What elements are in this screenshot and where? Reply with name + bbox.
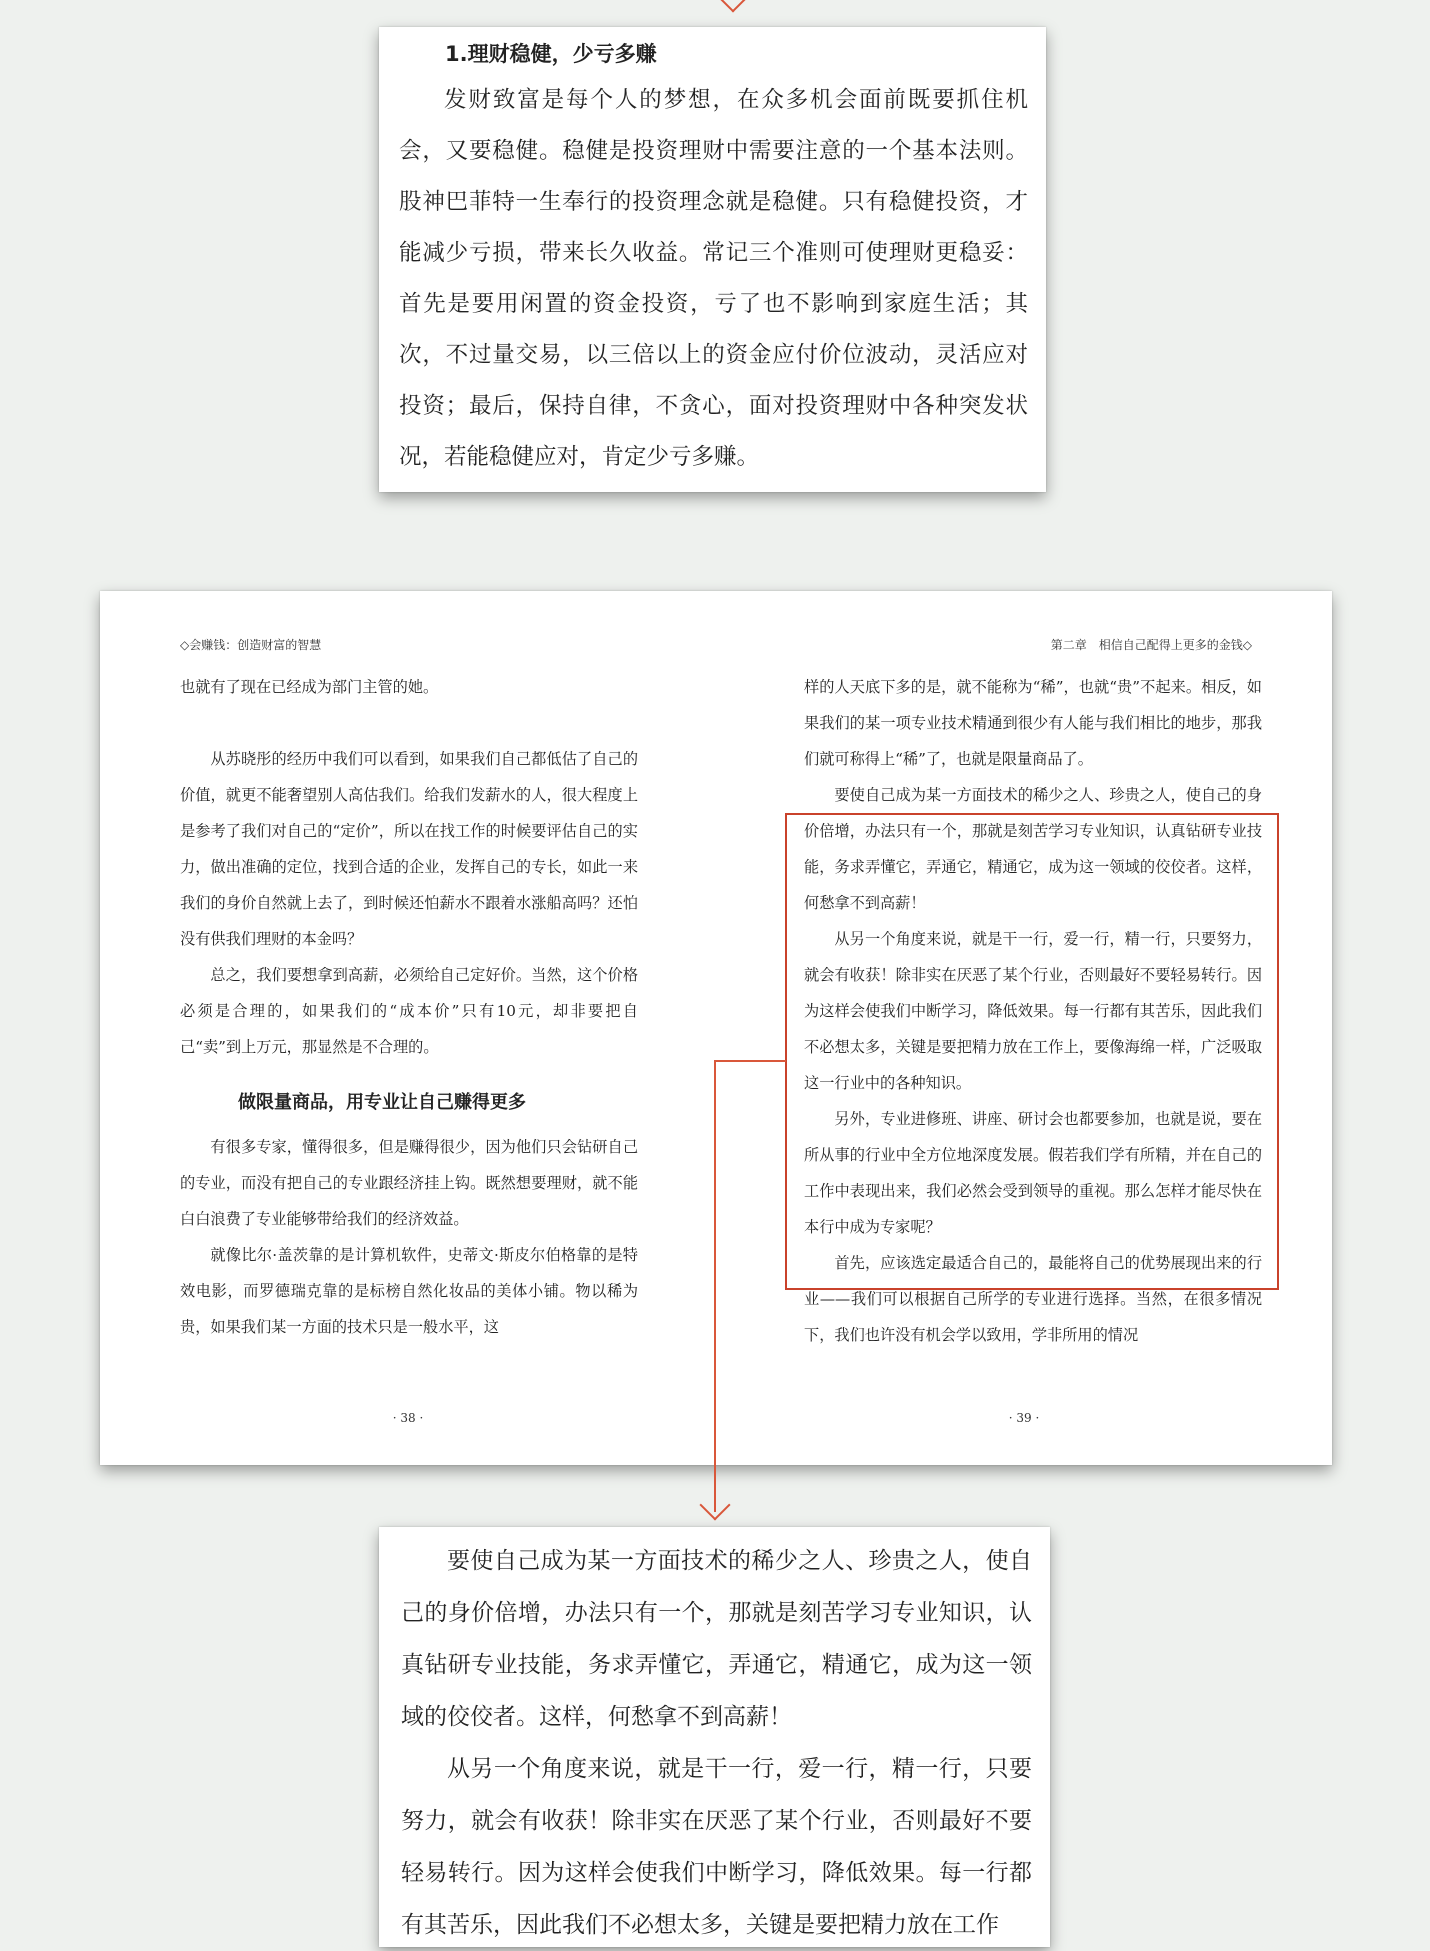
left-paragraph-1: 也就有了现在已经成为部门主管的她。 <box>180 678 439 696</box>
left-page <box>100 591 716 1465</box>
left-paragraph-4: 有很多专家，懂得很多，但是赚得很少，因为他们只会钻研自己的专业，而没有把自己的专业跟经济挂上钩。既然想要理财，就不能白白浪费了专业能够带给我们的经济效益。 <box>180 1138 638 1228</box>
top-excerpt-paragraph: 发财致富是每个人的梦想，在众多机会面前既要抓住机会，又要稳健。稳健是投资理财中需要注意的一个基本法则。股神巴菲特一生奉行的投资理念就是稳健。只有稳健投资，才能减少亏损，带来长久收益。常记三个准则可使理财更稳妥：首先是要用闲置的资金投资，亏了也不影响到家庭生活；其次，不过量交易，以三倍以上的资金应付价位波动，灵活应对投资；最后，保持自律，不贪心，面对投资理财中各种突发状况，若能稳健应对，肯定少亏多赚。 <box>399 87 1028 470</box>
left-page-number: · 38 · <box>392 1411 424 1425</box>
left-page-body <box>180 669 638 1345</box>
bottom-excerpt-paragraph-2: 从另一个角度来说，就是干一行，爱一行，精一行，只要努力，就会有收获！除非实在厌恶了某个行业，否则最好不要轻易转行。因为这样会使我们中断学习，降低效果。每一行都有其苦乐，因此我们不必想太多，关键是要把精力放在工作 <box>401 1756 1032 1938</box>
left-paragraph-2: 从苏晓彤的经历中我们可以看到，如果我们自己都低估了自己的价值，就更不能奢望别人高估我们。给我们发薪水的人，很大程度上是参考了我们对自己的“定价”，所以在找工作的时候要评估自己的实力，做出准确的定位，找到合适的企业，发挥自己的专长，如此一来我们的身价自然就上去了，到时候还怕薪水不跟着水涨船高吗？还怕没有供我们理财的本金吗？ <box>180 750 638 948</box>
right-page-number: · 39 · <box>1008 1411 1040 1425</box>
top-excerpt-heading: 1.理财稳健，少亏多赚 <box>445 42 657 66</box>
right-paragraph-5: 首先，应该选定最适合自己的，最能将自己的优势展现出来的行业——我们可以根据自己所学的专业进行选择。当然，在很多情况下，我们也许没有机会学以致用，学非所用的情况 <box>804 1254 1262 1344</box>
connector-vertical <box>714 1060 716 1512</box>
top-arrow-icon <box>717 0 748 13</box>
highlight-box <box>785 813 1279 1290</box>
bottom-excerpt-card <box>379 1527 1050 1947</box>
bottom-excerpt-paragraph-1: 要使自己成为某一方面技术的稀少之人、珍贵之人，使自己的身价倍增，办法只有一个，那就是刻苦学习专业知识，认真钻研专业技能，务求弄懂它，弄通它，精通它，成为这一领域的佼佼者。这样，何愁拿不到高薪！ <box>401 1548 1032 1730</box>
bottom-arrow-icon <box>699 1489 730 1520</box>
right-paragraph-3: 从另一个角度来说，就是干一行，爱一行，精一行，只要努力，就会有收获！除非实在厌恶了某个行业，否则最好不要轻易转行。因为这样会使我们中断学习，降低效果。每一行都有其苦乐，因此我们不必想太多，关键是要把精力放在工作上，要像海绵一样，广泛吸取这一行业中的各种知识。 <box>804 930 1262 1092</box>
left-paragraph-5: 就像比尔·盖茨靠的是计算机软件，史蒂文·斯皮尔伯格靠的是特效电影，而罗德瑞克靠的是标榜自然化妆品的美体小铺。物以稀为贵，如果我们某一方面的技术只是一般水平，这 <box>180 1246 638 1336</box>
book-spread <box>100 591 1332 1465</box>
connector-horizontal <box>714 1060 786 1062</box>
section-title: 做限量商品，用专业让自己赚得更多 <box>238 1092 526 1113</box>
right-paragraph-4: 另外，专业进修班、讲座、研讨会也都要参加，也就是说，要在所从事的行业中全方位地深度发展。假若我们学有所精，并在自己的工作中表现出来，我们必然会受到领导的重视。那么怎样才能尽快在本行中成为专家呢？ <box>804 1110 1262 1236</box>
right-running-head: 第二章 相信自己配得上更多的金钱◇ <box>1050 638 1252 652</box>
right-paragraph-1: 样的人天底下多的是，就不能称为“稀”，也就“贵”不起来。相反，如果我们的某一项专业技术精通到很少有人能与我们相比的地步，那我们就可称得上“稀”了，也就是限量商品了。 <box>804 678 1262 768</box>
right-paragraph-2: 要使自己成为某一方面技术的稀少之人、珍贵之人，使自己的身价倍增，办法只有一个，那就是刻苦学习专业知识，认真钻研专业技能，务求弄懂它，弄通它，精通它，成为这一领域的佼佼者。这样，何愁拿不到高薪！ <box>804 786 1262 912</box>
top-excerpt-card <box>379 27 1046 492</box>
left-running-head: ◇会赚钱：创造财富的智慧 <box>180 638 322 652</box>
left-paragraph-3: 总之，我们要想拿到高薪，必须给自己定好价。当然，这个价格必须是合理的，如果我们的“成本价”只有10元，却非要把自己“卖”到上万元，那显然是不合理的。 <box>180 966 638 1056</box>
